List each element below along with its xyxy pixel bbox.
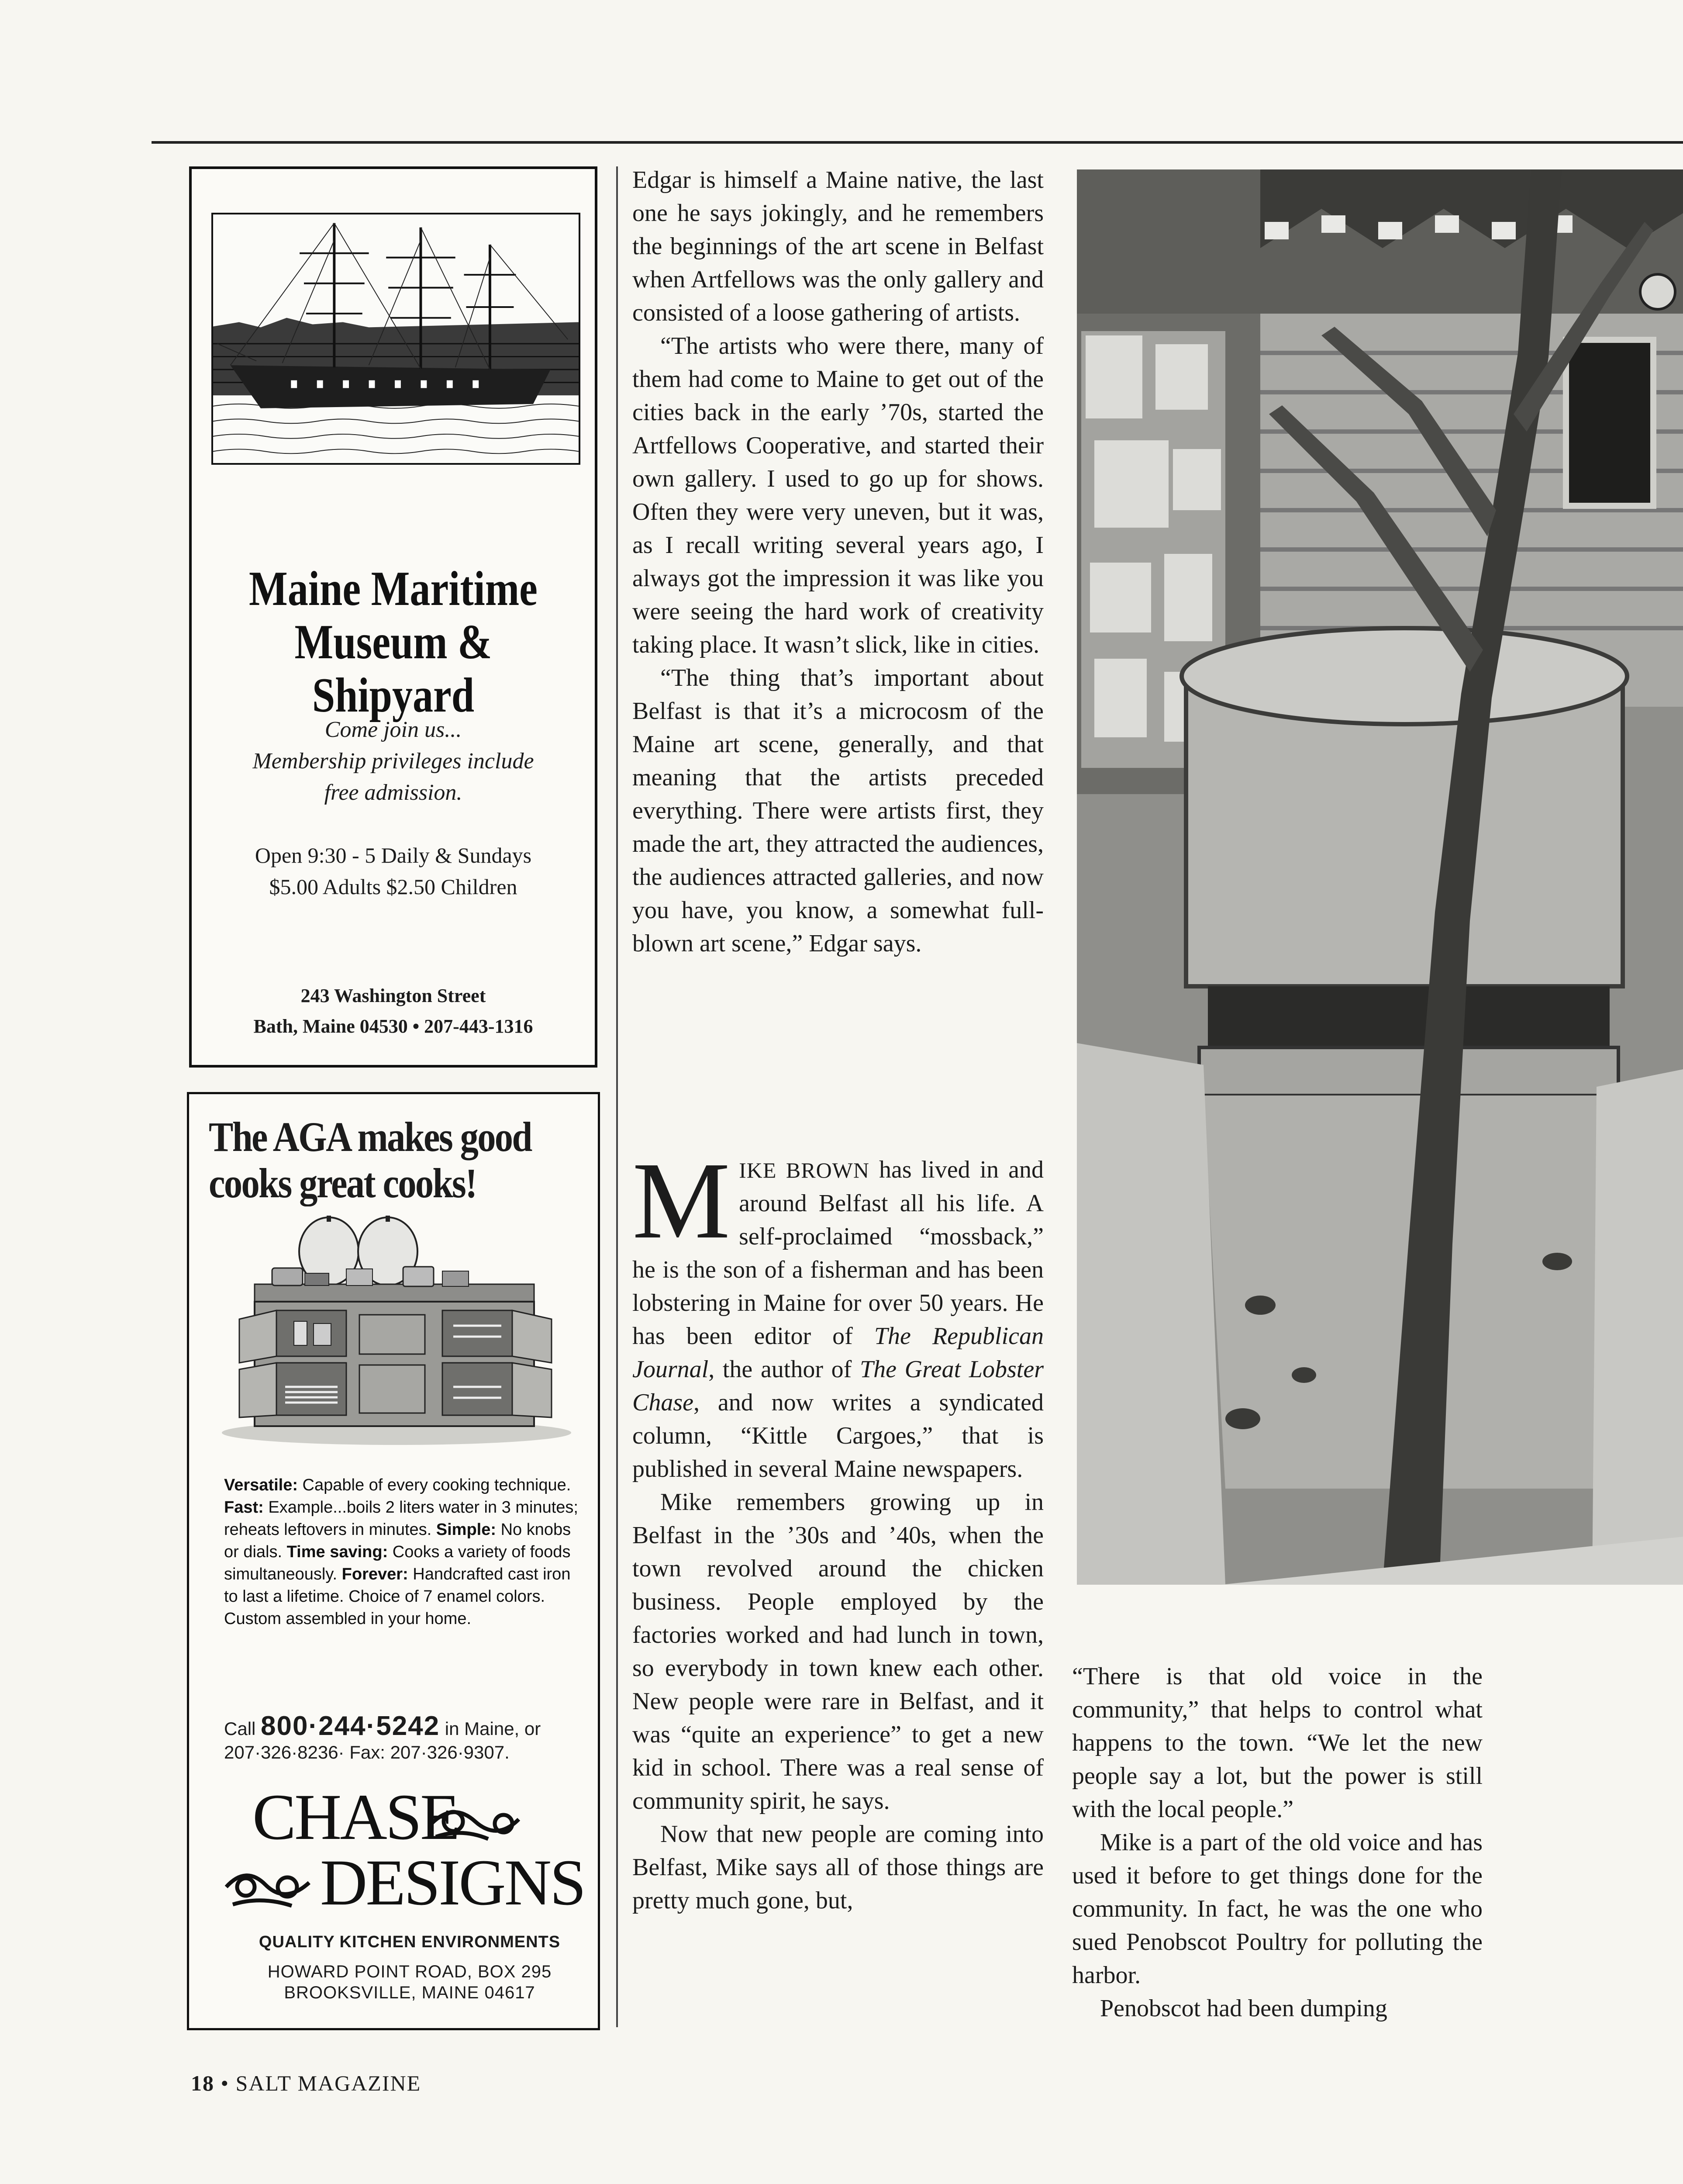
- feature-text-time-saving: Cooks a variety of foods simultaneously.: [224, 1543, 571, 1583]
- chase-street: HOWARD POINT ROAD, BOX 295: [267, 1962, 552, 1981]
- aga-chase-designs-ad: [187, 1092, 600, 2030]
- article-column-middle-bottom: [632, 1139, 1044, 1917]
- article-paragraph: Penobscot had been dumping: [1100, 1995, 1387, 2022]
- museum-hours: [205, 840, 582, 902]
- page-folio: [191, 2070, 421, 2096]
- aga-features: [224, 1474, 582, 1630]
- article-column-right: [1072, 1660, 1483, 2025]
- maritime-museum-ad: [189, 166, 597, 1068]
- feature-label-fast: Fast:: [224, 1498, 264, 1517]
- call-prefix: Call: [224, 1718, 261, 1739]
- article-paragraph: “There is that old voice in the community,” that helps to control what happens to the town. “We let the new people say a lot, but the power is still with the local people.”: [1072, 1663, 1483, 1823]
- scroll-ornament-icon: [222, 1863, 316, 1911]
- feature-text-versatile: Capable of every cooking technique.: [298, 1476, 571, 1494]
- column-divider: [616, 166, 618, 2027]
- museum-title-line-2: Museum & Shipyard: [294, 615, 492, 722]
- museum-hours-line: Open 9:30 - 5 Daily & Sundays: [255, 843, 532, 867]
- museum-address: [200, 981, 586, 1042]
- aga-headline-line-2: cooks great cooks!: [209, 1160, 476, 1206]
- page-number: 18: [191, 2071, 214, 2095]
- article-paragraph-mike-brown: [632, 1139, 1044, 1486]
- museum-title: [224, 562, 562, 722]
- aga-headline: [209, 1114, 539, 1206]
- aga-contact: [224, 1711, 582, 1764]
- feature-text-fast: Example...boils 2 liters water in 3 minutes; reheats leftovers in minutes.: [224, 1498, 578, 1539]
- chase-address: [228, 1961, 591, 2003]
- aga-phone-fax: 207·326·8236· Fax: 207·326·9307.: [224, 1742, 510, 1762]
- chase-city: BROOKSVILLE, MAINE 04617: [284, 1983, 535, 2002]
- drop-cap: M: [632, 1139, 731, 1261]
- small-caps-lead: IKE BROWN: [739, 1158, 869, 1182]
- street-photo: [1077, 169, 1683, 1585]
- logo-word-chase: CHASE: [252, 1781, 459, 1853]
- museum-tagline-line-2: Membership privileges include: [252, 749, 534, 774]
- feature-label-time-saving: Time saving:: [286, 1543, 388, 1561]
- museum-tagline: [209, 714, 577, 809]
- top-rule: [152, 141, 1683, 144]
- feature-text-simple: No knobs or dials.: [224, 1521, 571, 1561]
- museum-title-line-1: Maine Maritime: [249, 562, 538, 616]
- feature-label-forever: Forever:: [341, 1565, 408, 1583]
- book-title: The Great Lobster Chase: [632, 1356, 1044, 1416]
- article-paragraph: Mike is a part of the old voice and has used it before to get things done for the community. In fact, he was the one who sued Penobscot Poultry for polluting the harbor.: [1072, 1829, 1483, 1989]
- aga-headline-line-1: The AGA makes good: [209, 1113, 531, 1160]
- chase-designs-logo: [222, 1781, 585, 1928]
- museum-tagline-line-1: Come join us...: [324, 717, 462, 742]
- call-suffix: in Maine, or: [440, 1718, 541, 1739]
- feature-text-forever: Handcrafted cast iron to last a lifetime. Choice of 7 enamel colors. Custom assembled in your home.: [224, 1565, 571, 1628]
- aga-phone-number: 800·244·5242: [261, 1711, 440, 1741]
- article-text-run: , the author of: [708, 1356, 860, 1383]
- feature-label-versatile: Versatile:: [224, 1476, 298, 1494]
- feature-label-simple: Simple:: [436, 1521, 497, 1539]
- museum-street: 243 Washington Street: [300, 985, 486, 1006]
- chase-tagline: QUALITY KITCHEN ENVIRONMENTS: [259, 1933, 561, 1951]
- article-column-middle-top: [632, 163, 1044, 960]
- article-paragraph: Edgar is himself a Maine native, the last one he says jokingly, and he remembers the beginnings of the art scene in Belfast when Artfellows was the only gallery and consisted of a loose gathering of artists.: [632, 166, 1044, 326]
- article-text-run: has lived in and around Belfast all his life. A self-proclaimed “mossback,” he is the son of a fisherman and has been lobstering in Maine for over 50 years. He has been editor of: [632, 1156, 1044, 1350]
- aga-stove-illustration: [215, 1212, 578, 1448]
- article-paragraph: Mike remembers growing up in Belfast in the ’30s and ’40s, when the town revolved around the chicken business. People employed by the factories worked and had lunch in town, so everybody in town knew each other. New people were rare in Belfast, and it was “quite an experience” to get a new kid in school. There was a real sense of community spirit, he says.: [632, 1489, 1044, 1814]
- museum-tagline-line-3: free admission.: [324, 780, 462, 805]
- article-paragraph: Now that new people are coming into Belfast, Mike says all of those things are pretty much gone, but,: [632, 1821, 1044, 1914]
- folio-separator: •: [214, 2071, 236, 2095]
- logo-word-designs: DESIGNS: [320, 1846, 585, 1919]
- article-paragraph: “The thing that’s important about Belfast is that it’s a microcosm of the Maine art scene, generally, and that meaning that the artists preceded everything. There were artists first, they made the art, they attracted the audiences, the audiences attracted galleries, and now you have, you know, a somewhat full-blown art scene,” Edgar says.: [632, 664, 1044, 957]
- publication-name: SALT MAGAZINE: [235, 2071, 421, 2095]
- article-paragraph: “The artists who were there, many of them had come to Maine to get out of the cities back in the early ’70s, started the Artfellows Cooperative, and started their own gallery. I used to go up for shows. Often they were very uneven, but it was, as I recall writing several years ago, I always got the impression it was like you were seeing the hard work of creativity taking place. It wasn’t slick, like in cities.: [632, 332, 1044, 658]
- ship-engraving: [211, 213, 580, 465]
- museum-city-phone: Bath, Maine 04530 • 207-443-1316: [253, 1016, 533, 1037]
- article-text-run: , and now writes a syndicated column, “Kittle Cargoes,” that is published in several Maine newspapers.: [632, 1389, 1044, 1482]
- museum-prices-line: $5.00 Adults $2.50 Children: [269, 874, 517, 899]
- publication-title: The Republican Journal: [632, 1323, 1044, 1383]
